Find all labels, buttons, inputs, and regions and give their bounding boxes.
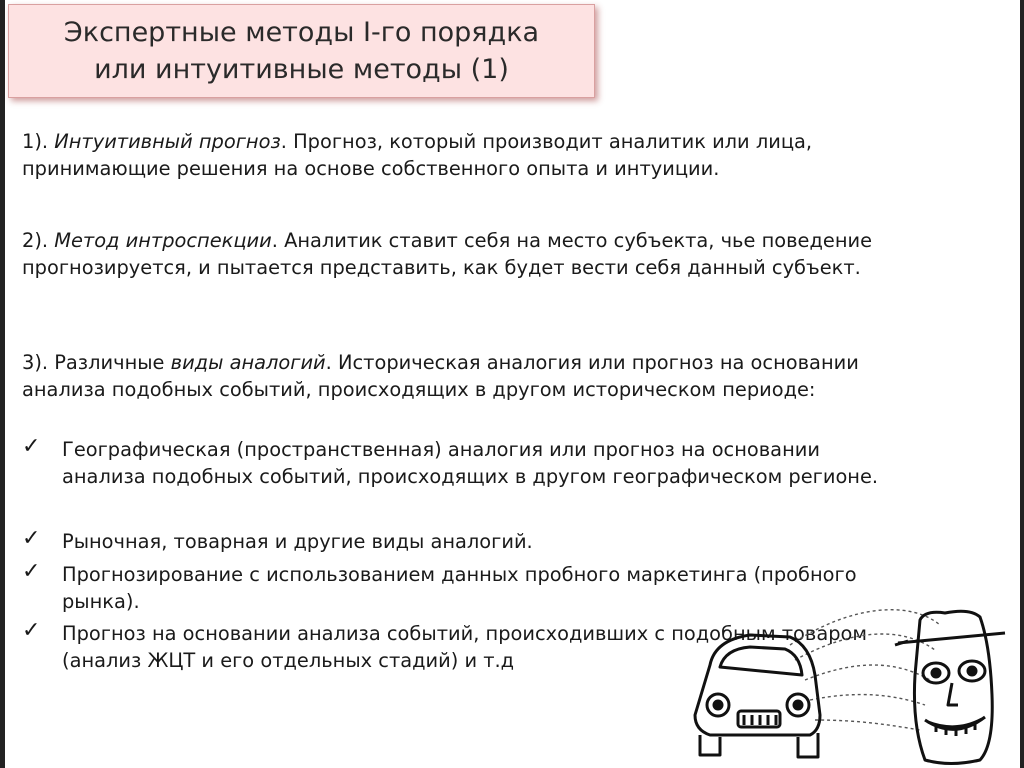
item-3-term: виды аналогий <box>170 351 326 374</box>
bullet-text: Прогноз на основании анализа событий, происходивших с подобным товаром (анализ ЖЦТ и его отдельных стадий) и т.д <box>62 622 868 672</box>
face-icon <box>895 611 1005 763</box>
item-3 <box>22 349 922 403</box>
car-icon <box>695 635 820 757</box>
item-1-text: . Прогноз, который производит аналитик или лица, принимающие решения на основе собственного опыта и интуиции. <box>22 130 813 180</box>
item-1-term: Интуитивный прогноз <box>54 130 281 153</box>
item-2 <box>22 227 922 281</box>
checkmark-icon: ✓ <box>22 434 41 459</box>
item-2-term: Метод интроспекции <box>54 229 272 252</box>
item-3-text: . Историческая аналогия или прогноз на основании анализа подобных событий, происходящих в другом историческом периоде: <box>22 351 859 401</box>
slide-title-line-1: Экспертные методы I-го порядка <box>63 17 540 48</box>
car-and-face-illustration <box>680 605 1020 768</box>
slide-title-box <box>8 4 595 98</box>
slide-border-left <box>0 0 5 768</box>
item-2-text: . Аналитик ставит себя на место субъекта, чье поведение прогнозируется, и пытается представить, как будет вести себя данный субъект. <box>22 229 873 279</box>
slide-title-line-2: или интуитивные методы (1) <box>94 54 509 85</box>
bullet-text: Прогнозирование с использованием данных пробного маркетинга (пробного рынка). <box>62 563 857 613</box>
checkmark-icon: ✓ <box>22 526 41 551</box>
slide-border-right <box>1020 0 1024 768</box>
checkmark-icon: ✓ <box>22 559 41 584</box>
item-1 <box>22 128 922 182</box>
checkmark-icon: ✓ <box>22 618 41 643</box>
item-1-number: 1). <box>22 130 55 153</box>
bullet-text: Рыночная, товарная и другие виды аналогий. <box>62 530 533 553</box>
item-3-number: 3). Различные <box>22 351 171 374</box>
bullet-text: Географическая (пространственная) аналогия или прогноз на основании анализа подобных событий, происходящих в другом географическом регионе. <box>62 438 879 488</box>
slide-title <box>9 14 594 88</box>
item-2-number: 2). <box>22 229 55 252</box>
